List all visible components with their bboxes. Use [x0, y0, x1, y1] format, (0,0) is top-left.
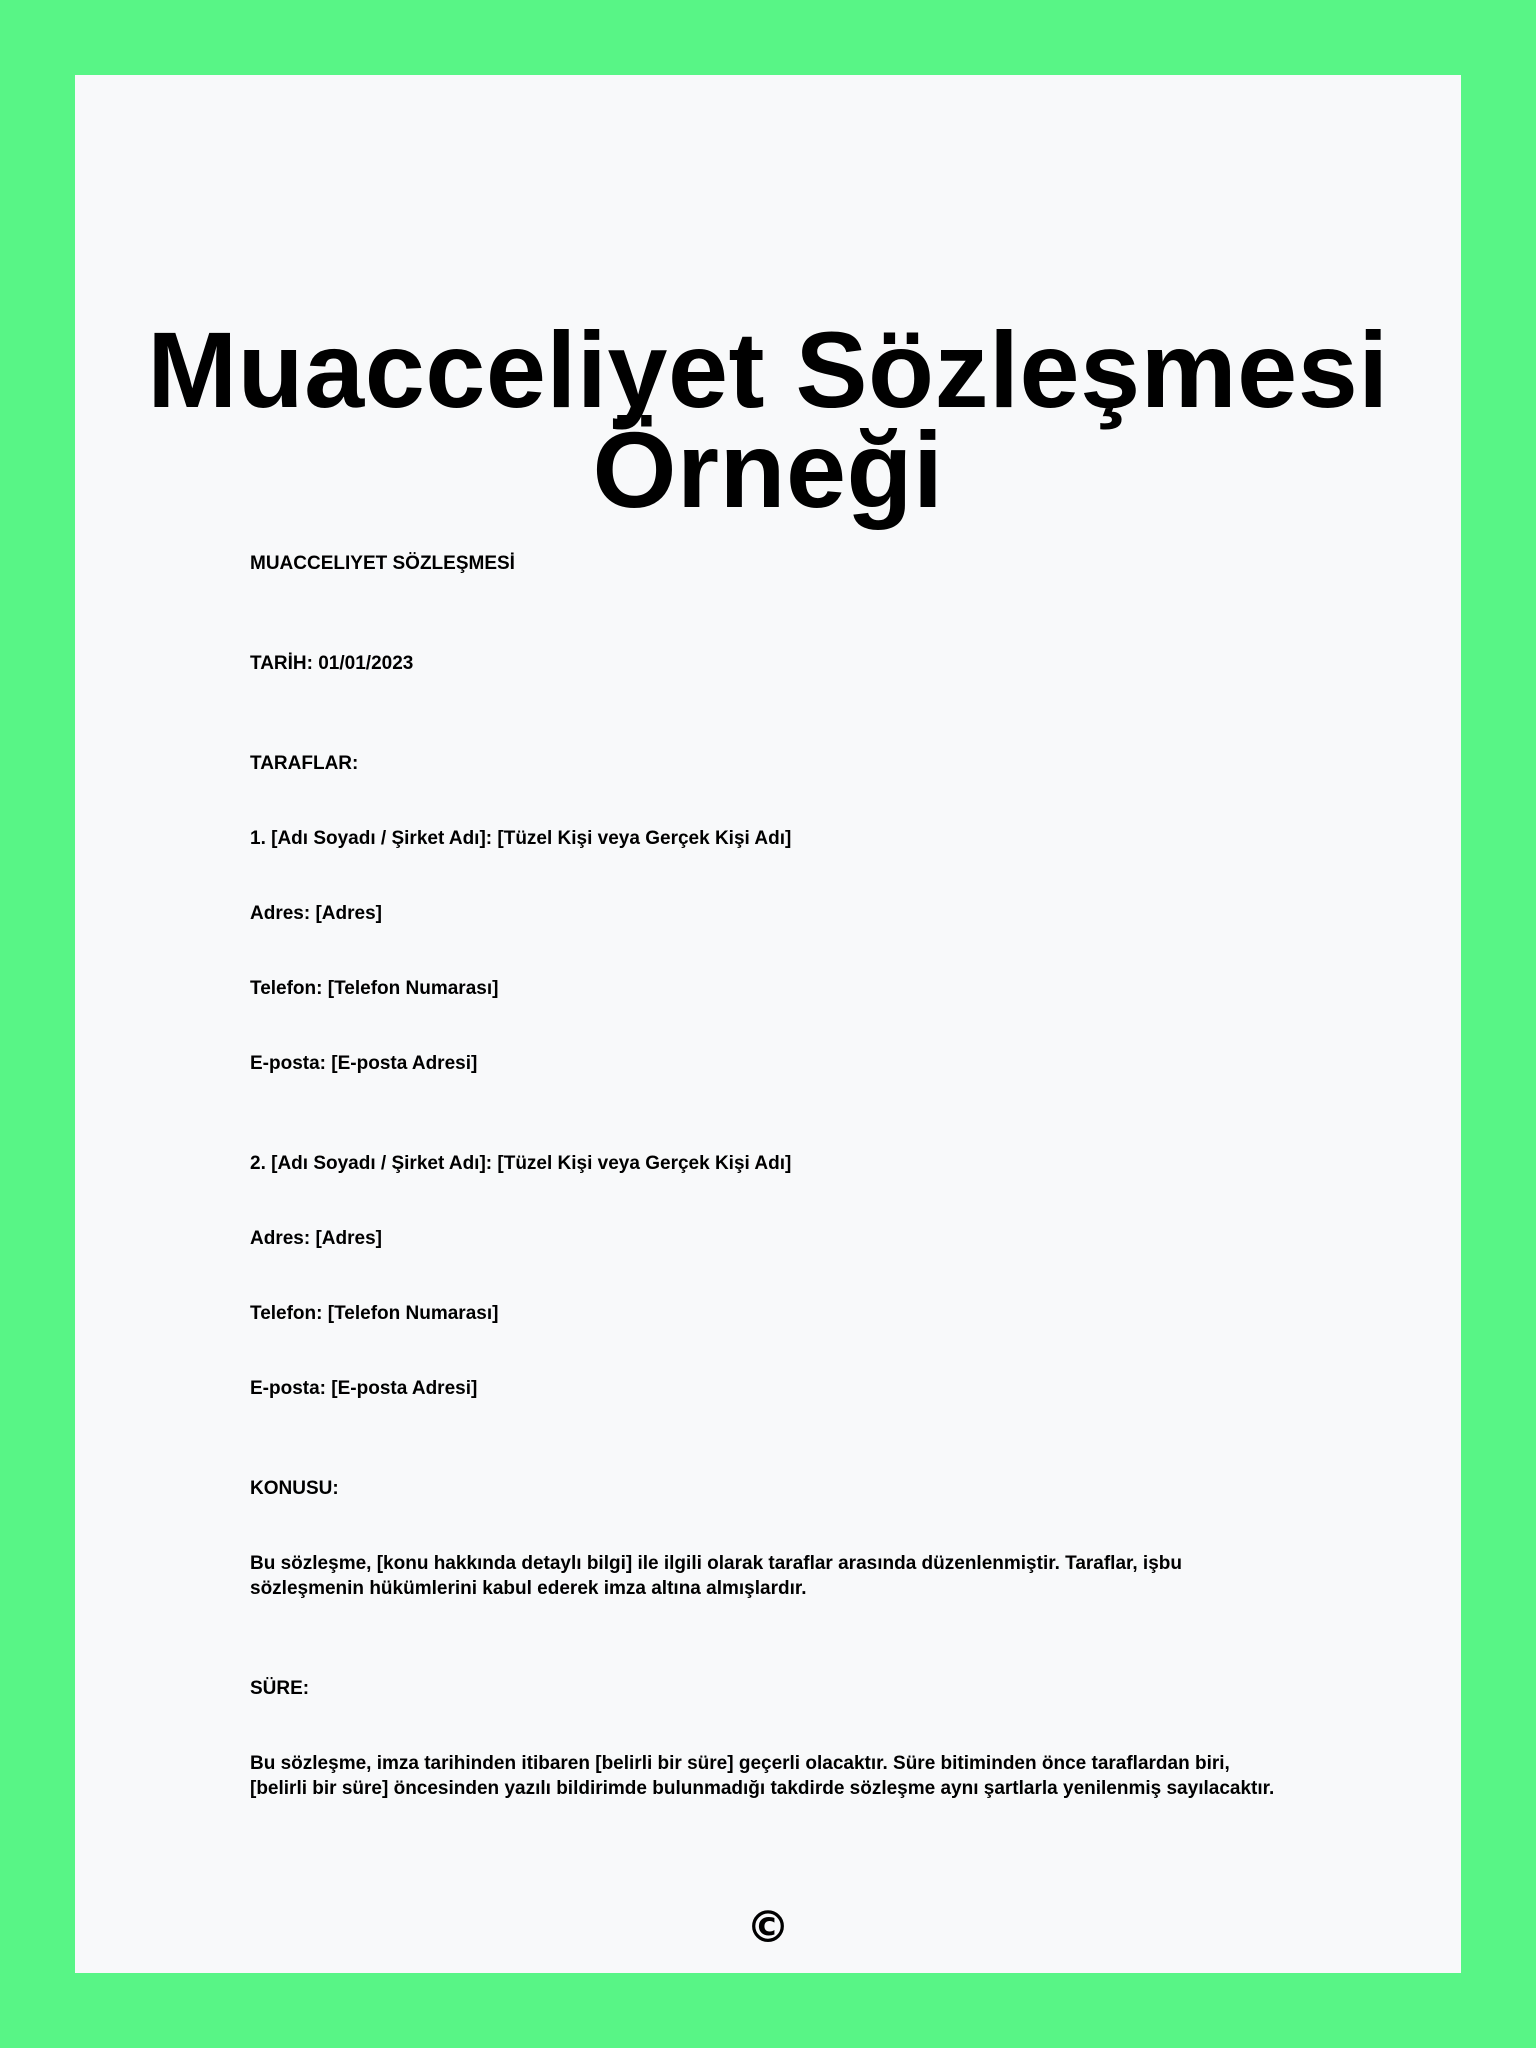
party1-phone: Telefon: [Telefon Numarası]	[250, 978, 499, 999]
party1-email: E-posta: [E-posta Adresi]	[250, 1053, 478, 1074]
parties-heading: TARAFLAR:	[250, 753, 359, 774]
document-page	[75, 75, 1461, 1973]
party2-email: E-posta: [E-posta Adresi]	[250, 1378, 478, 1399]
party2-address: Adres: [Adres]	[250, 1228, 382, 1249]
copyright-icon: ©	[746, 1902, 790, 1953]
party1-name: 1. [Adı Soyadı / Şirket Adı]: [Tüzel Kişi veya Gerçek Kişi Adı]	[250, 828, 792, 849]
date-line: TARİH: 01/01/2023	[250, 653, 414, 674]
document-title: Muacceliyet Sözleşmesi Örneği	[147, 309, 1389, 530]
party2-phone: Telefon: [Telefon Numarası]	[250, 1303, 499, 1324]
party1-address: Adres: [Adres]	[250, 903, 382, 924]
subject-paragraph: Bu sözleşme, [konu hakkında detaylı bilgi] ile ilgili olarak taraflar arasında düzenlenmiştir. Taraflar, işbu sözleşmenin hükümlerini kabul ederek imza altına almışlardır.	[250, 1553, 1188, 1599]
duration-heading: SÜRE:	[250, 1678, 310, 1699]
subject-heading: KONUSU:	[250, 1478, 339, 1499]
party2-name: 2. [Adı Soyadı / Şirket Adı]: [Tüzel Kişi veya Gerçek Kişi Adı]	[250, 1153, 792, 1174]
duration-paragraph: Bu sözleşme, imza tarihinden itibaren [belirli bir süre] geçerli olacaktır. Süre bitiminden önce taraflardan biri, [belirli bir süre] öncesinden yazılı bildirimde bulunmadığı takdirde sözleşme aynı şartlarla yenilenmiş sayılacaktır.	[250, 1753, 1275, 1799]
contract-heading: MUACCELIYET SÖZLEŞMESİ	[250, 553, 515, 574]
